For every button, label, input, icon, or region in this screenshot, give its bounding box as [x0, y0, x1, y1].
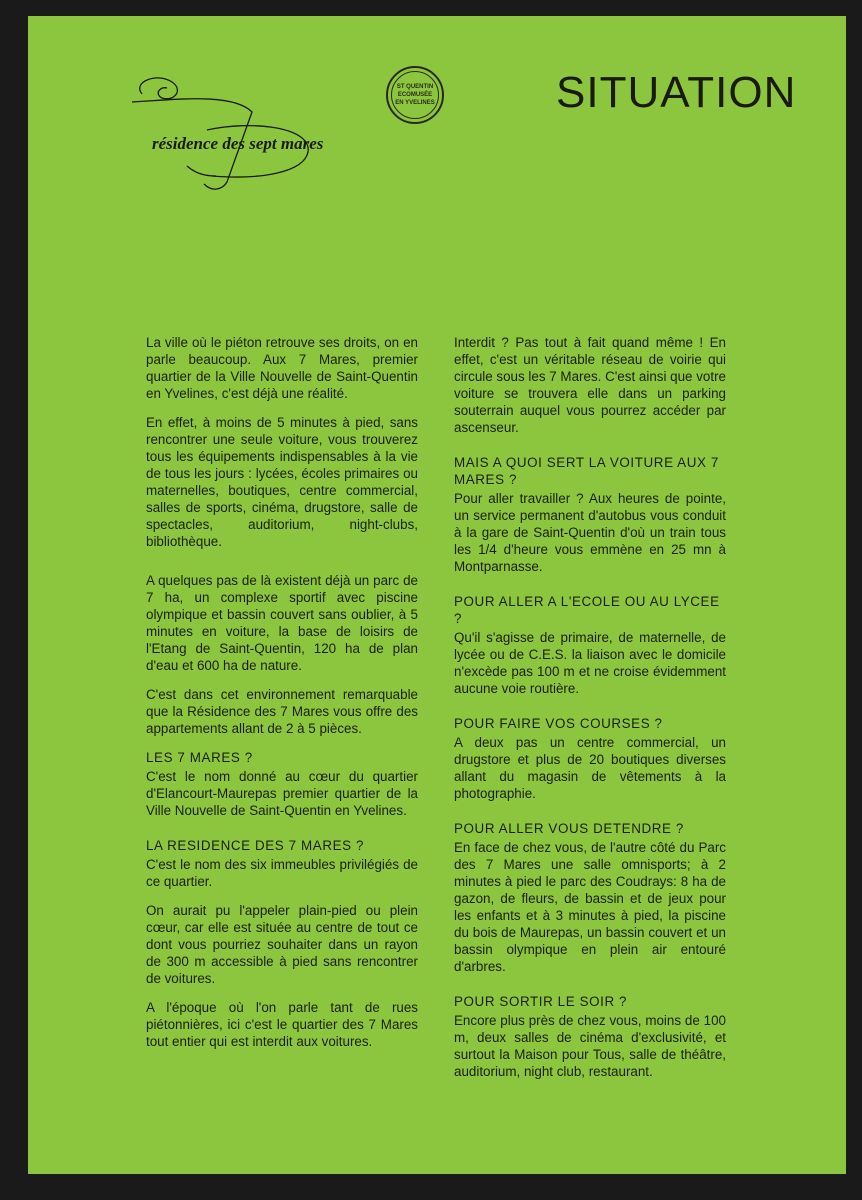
equipment-paragraph: En effet, à moins de 5 minutes à pied, sans rencontrer une seule voiture, vous trouverez tous les équipements indispensables à la vie de tous les jours : lycées, écoles primaires ou maternelles, boutiques, centre commercial, salles de sports, cinéma, drugstore, salle de spectacles, auditorium, night-clubs, bibliothèque. — [146, 415, 418, 549]
section-title: LES 7 MARES ? — [146, 750, 253, 765]
leisure-paragraph: A quelques pas de là existent déjà un parc de 7 ha, un complexe sportif avec piscine olympique et bassin couvert sans oublier, à 5 minutes en voiture, la base de loisirs de l'Etang de Saint-Quentin, 120 ha de plan d'eau et 600 ha de nature. — [146, 573, 418, 673]
stamp-line: ECOMUSÉE — [397, 92, 433, 98]
section-title: POUR SORTIR LE SOIR ? — [454, 994, 628, 1009]
section-text: On aurait pu l'appeler plain-pied ou plein cœur, car elle est située au centre de tout ce dont vous pourriez souhaiter dans un rayon de 300 m accessible à pied sans rencontrer de voitures. — [146, 903, 418, 986]
section-text: C'est le nom donné au cœur du quartier d'Elancourt-Maurepas premier quartier de la Ville Nouvelle de Saint-Quentin en Yvelines. — [146, 769, 418, 818]
environment-paragraph: C'est dans cet environnement remarquable que la Résidence des 7 Mares vous offre des appartements allant de 2 à 5 pièces. — [146, 687, 418, 736]
brand-logo — [112, 72, 372, 212]
ecomusee-stamp — [386, 66, 444, 124]
left-column — [146, 334, 418, 1062]
section-text: Qu'il s'agisse de primaire, de maternelle, de lycée ou de C.E.S. la liaison avec le domicile n'excède pas 100 m et ne croise évidemment aucune voie routière. — [454, 630, 726, 696]
right-column — [454, 334, 726, 1092]
section-title: POUR FAIRE VOS COURSES ? — [454, 716, 663, 731]
section-title: POUR ALLER VOUS DETENDRE ? — [454, 821, 684, 836]
section-text: En face de chez vous, de l'autre côté du Parc des 7 Mares une salle omnisports; à 2 minutes à pied le parc des Coudrays: 8 ha de gazon, de fleurs, de bassin et de jeux pour les enfants et à 3 minutes à pied, la piscine du bois de Maurepas, un bassin couvert et un bassin olympique en plein air entouré d'arbres. — [454, 840, 726, 974]
stamp-line: EN YVELINES — [395, 100, 435, 106]
section-title: POUR ALLER A L'ECOLE OU AU LYCEE ? — [454, 594, 720, 626]
section-text: Pour aller travailler ? Aux heures de pointe, un service permanent d'autobus vous conduit à la gare de Saint-Quentin d'où un train tous les 1/4 d'heure vous emmène en 25 mn à Montparnasse. — [454, 491, 726, 574]
section-text: Encore plus près de chez vous, moins de 100 m, deux salles de cinéma d'exclusivité, et surtout la Maison pour Tous, salle de théâtre, auditorium, night club, restaurant. — [454, 1013, 726, 1079]
brochure-page — [28, 16, 846, 1174]
page-title: SITUATION — [556, 68, 797, 117]
section-title: MAIS A QUOI SERT LA VOITURE AUX 7 MARES ? — [454, 455, 719, 487]
intro-paragraph: La ville où le piéton retrouve ses droits, on en parle beaucoup. Aux 7 Mares, premier quartier de la Ville Nouvelle de Saint-Quentin en Yvelines, c'est déjà une réalité. — [146, 335, 418, 401]
parking-paragraph: Interdit ? Pas tout à fait quand même ! En effet, c'est un véritable réseau de voirie qui circule sous les 7 Mares. C'est ainsi que votre voiture se trouvera elle dans un parking souterrain auquel vous pourrez accéder par ascenseur. — [454, 335, 726, 435]
stamp-line: ST QUENTIN — [396, 84, 434, 90]
section-text: A l'époque où l'on parle tant de rues piétonnières, ici c'est le quartier des 7 Mares tout entier qui est interdit aux voitures. — [146, 1000, 418, 1049]
section-title: LA RESIDENCE DES 7 MARES ? — [146, 838, 365, 853]
brand-name: résidence des sept mares — [152, 134, 324, 153]
section-text: C'est le nom des six immeubles privilégiés de ce quartier. — [146, 857, 418, 889]
section-text: A deux pas un centre commercial, un drugstore et plus de 20 boutiques diverses allant du magasin de vêtements à la photographie. — [454, 735, 726, 801]
